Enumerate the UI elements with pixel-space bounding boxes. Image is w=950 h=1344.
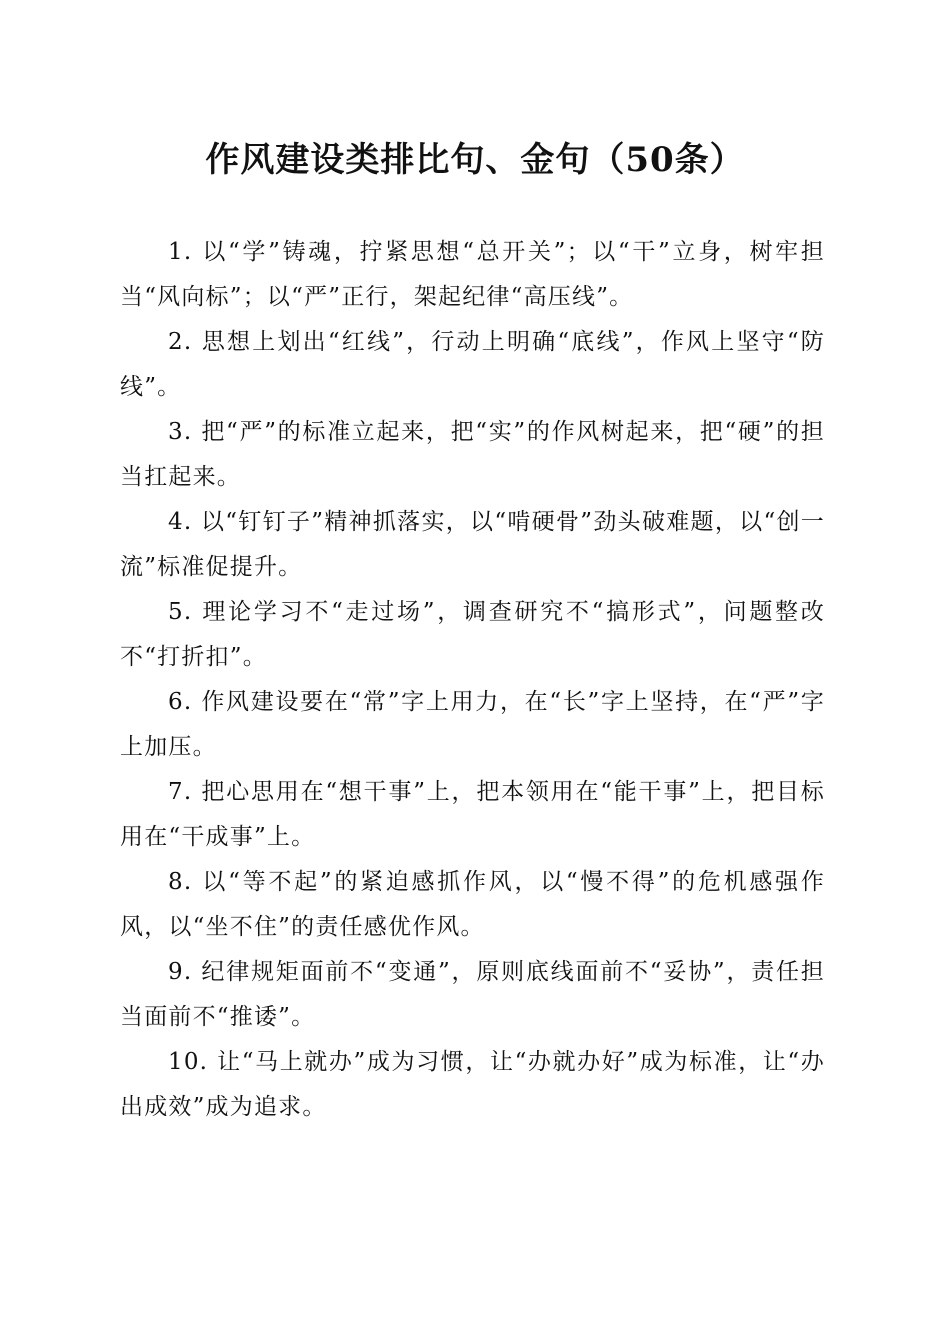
list-item-4: 4. 以“钉钉子”精神抓落实，以“啃硬骨”劲头破难题，以“创一流”标准促提升。 [120,509,825,580]
list-item-9: 9. 纪律规矩面前不“变通”，原则底线面前不“妥协”，责任担当面前不“推诿”。 [120,959,825,1030]
list-item-10: 10. 让“马上就办”成为习惯，让“办就办好”成为标准，让“办出成效”成为追求。 [120,1049,825,1120]
list-item-1: 1. 以“学”铸魂，拧紧思想“总开关”；以“干”立身，树牢担当“风向标”；以“严”正行，架起纪律“高压线”。 [120,239,825,310]
list-item-7: 7. 把心思用在“想干事”上，把本领用在“能干事”上，把目标用在“干成事”上。 [120,779,825,850]
document-body [120,230,825,1130]
list-item-3: 3. 把“严”的标准立起来，把“实”的作风树起来，把“硬”的担当扛起来。 [120,419,825,490]
document-title: 作风建设类排比句、金句（50条） [205,140,745,180]
list-item-2: 2. 思想上划出“红线”，行动上明确“底线”，作风上坚守“防线”。 [120,329,825,400]
list-item-8: 8. 以“等不起”的紧迫感抓作风，以“慢不得”的危机感强作风，以“坐不住”的责任感优作风。 [120,869,825,940]
list-item-6: 6. 作风建设要在“常”字上用力，在“长”字上坚持，在“严”字上加压。 [120,689,825,760]
list-item-5: 5. 理论学习不“走过场”，调查研究不“搞形式”，问题整改不“打折扣”。 [120,599,825,670]
